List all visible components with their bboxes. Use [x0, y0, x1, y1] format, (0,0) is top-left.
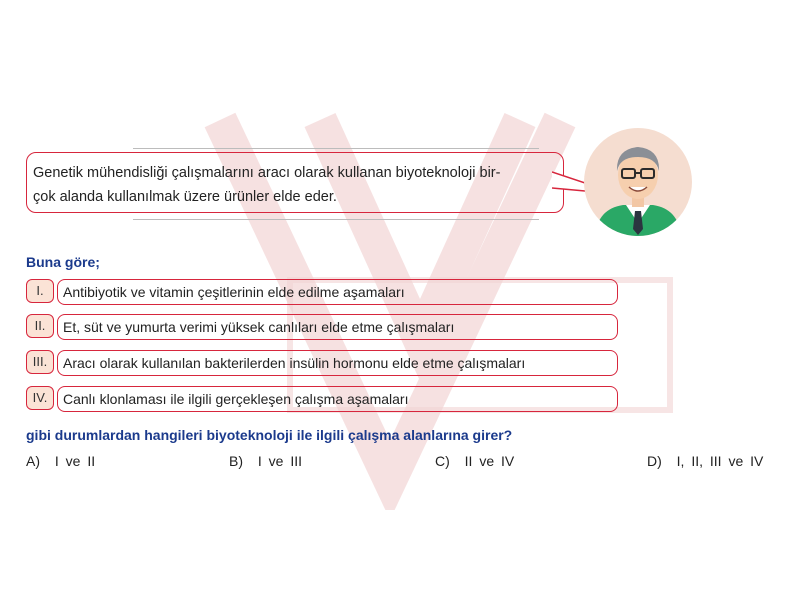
- intro-label: Buna göre;: [26, 254, 100, 270]
- option-c-letter: C): [435, 453, 450, 469]
- statement-item-1: [26, 279, 618, 305]
- option-b-letter: B): [229, 453, 243, 469]
- option-a-text: I ve II: [54, 453, 96, 469]
- divider-bottom: [133, 219, 539, 220]
- option-c-text: II ve IV: [464, 453, 515, 469]
- statement-text-4: Canlı klonlaması ile ilgili gerçekleşen çalışma aşamaları: [57, 386, 618, 412]
- speech-bubble: [26, 152, 564, 213]
- option-b-text: I ve III: [257, 453, 303, 469]
- statement-item-2: [26, 314, 618, 340]
- statement-number-2: II.: [26, 314, 54, 338]
- option-a-letter: A): [26, 453, 40, 469]
- statement-item-4: [26, 386, 618, 412]
- option-a[interactable]: [26, 453, 95, 469]
- statement-number-3: III.: [26, 350, 54, 374]
- divider-top: [133, 148, 539, 149]
- option-d-text: I, II, III ve IV: [676, 453, 764, 469]
- teacher-avatar: [583, 127, 693, 237]
- option-d[interactable]: [647, 453, 763, 469]
- option-c[interactable]: [435, 453, 514, 469]
- option-b[interactable]: [229, 453, 302, 469]
- statement-text-1: Antibiyotik ve vitamin çeşitlerinin elde edilme aşamaları: [57, 279, 618, 305]
- statement-item-3: [26, 350, 618, 376]
- speech-line-2: çok alanda kullanılmak üzere ürünler elde eder.: [33, 189, 337, 205]
- statement-text-2: Et, süt ve yumurta verimi yüksek canlıları elde etme çalışmaları: [57, 314, 618, 340]
- question-text: gibi durumlardan hangileri biyoteknoloji ile ilgili çalışma alanlarına girer?: [26, 427, 513, 443]
- statement-number-1: I.: [26, 279, 54, 303]
- statement-text-3: Aracı olarak kullanılan bakterilerden insülin hormonu elde etme çalışmaları: [57, 350, 618, 376]
- statement-number-4: IV.: [26, 386, 54, 410]
- speech-line-1: Genetik mühendisliği çalışmalarını aracı olarak kullanan biyoteknoloji bir-: [33, 165, 501, 181]
- option-d-letter: D): [647, 453, 662, 469]
